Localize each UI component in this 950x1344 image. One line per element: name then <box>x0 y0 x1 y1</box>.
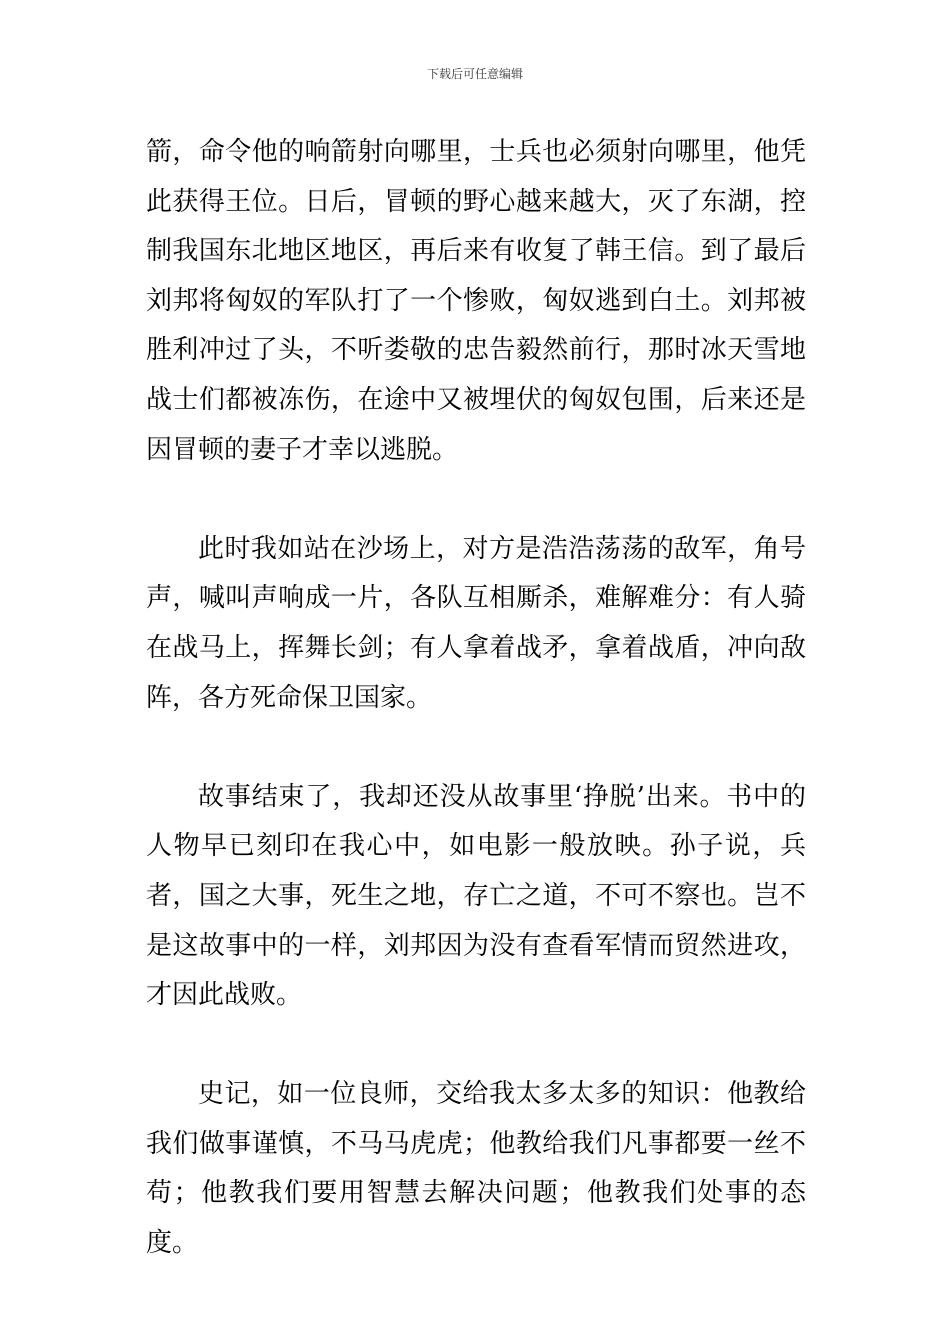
paragraph-spacer <box>146 1021 806 1071</box>
document-body <box>146 128 806 1269</box>
paragraph-spacer <box>146 475 806 525</box>
paragraph-2: 此时我如站在沙场上，对方是浩浩荡荡的敌军，角号声，喊叫声响成一片，各队互相厮杀，难解难分：有人骑在战马上，挥舞长剑；有人拿着战矛，拿着战盾，冲向敌阵，各方死命保卫国家。 <box>146 533 806 713</box>
paragraph-3: 故事结束了，我却还没从故事里‘挣脱’出来。书中的人物早已刻印在我心中，如电影一般放映。孙子说，兵者，国之大事，死生之地，存亡之道，不可不察也。岂不是这故事中的一样，刘邦因为没有查看军情而贸然进攻，才因此战败。 <box>146 781 806 1011</box>
paragraph-1: 箭，命令他的响箭射向哪里，士兵也必须射向哪里，他凭此获得王位。日后，冒顿的野心越来越大，灭了东湖，控制我国东北地区地区，再后来有收复了韩王信。到了最后刘邦将匈奴的军队打了一个惨败，匈奴逃到白土。刘邦被胜利冲过了头，不听娄敬的忠告毅然前行，那时冰天雪地战士们都被冻伤，在途中又被埋伏的匈奴包围，后来还是因冒顿的妻子才幸以逃脱。 <box>146 137 806 465</box>
page-header: 下载后可任意编辑 <box>426 67 523 81</box>
paragraph-4: 史记，如一位良师，交给我太多太多的知识：他教给我们做事谨慎，不马马虎虎；他教给我们凡事都要一丝不苟；他教我们要用智慧去解决问题；他教我们处事的态度。 <box>146 1079 806 1259</box>
paragraph-spacer <box>146 723 806 773</box>
